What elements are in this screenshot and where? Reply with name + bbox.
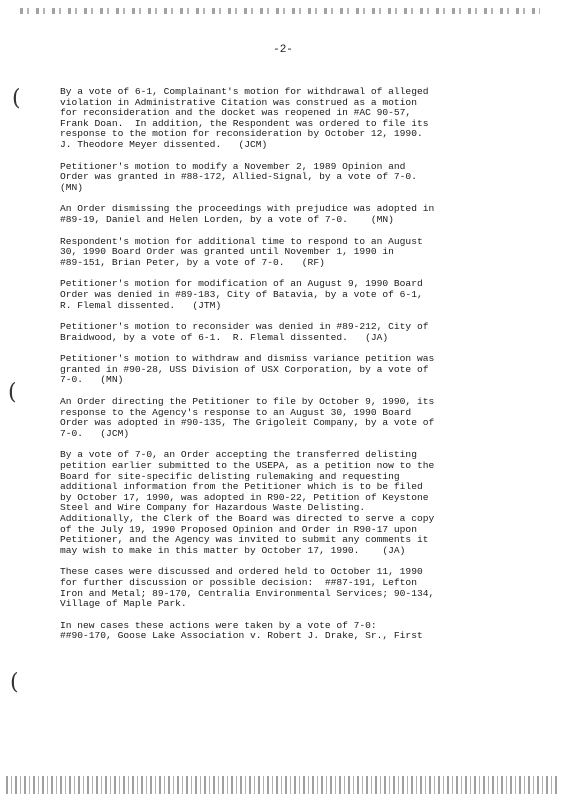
paragraph: By a vote of 6-1, Complainant's motion for withdrawal of alleged violation in Administrative Citation was construed as a motion for reconsideration and the docket was reopened in #AC 90-57, Frank Doan. In addition, the Respondent was ordered to file its response to the motion for reconsideration by October 12, 1990. J. Theodore Meyer dissented. (JCM) (60, 86, 429, 150)
paragraph: These cases were discussed and ordered held to October 11, 1990 for further discussion or possible decision: ##87-191, Lefton Iron and Metal; 89-170, Centralia Environmental Services; 90-134, Village of Maple Park. (60, 566, 435, 610)
paragraph: Petitioner's motion to modify a November 2, 1989 Opinion and Order was granted in #88-172, Allied-Signal, by a vote of 7-0. (MN) (60, 160, 417, 193)
paragraph: By a vote of 7-0, an Order accepting the transferred delisting petition earlier submitted to the USEPA, as a petition now to the Board for site-specific delisting rulemaking and requesting additional information from the Petitioner which is to be filed by October 17, 1990, was adopted in R90-22, Petition of Keystone Steel and Wire Company for Hazardous Waste Delisting. Additionally, the Clerk of the Board was directed to serve a copy of the July 19, 1990 Proposed Opinion and Order in R90-17 upon Petitioner, and the Agency was invited to submit any comments it may wish to make in this matter by October 17, 1990. (JA) (60, 449, 435, 556)
paragraph: Petitioner's motion for modification of an August 9, 1990 Board Order was denied in #89-183, City of Batavia, by a vote of 6-1, R. Flemal dissented. (JTM) (60, 278, 423, 311)
document-body (60, 87, 510, 653)
margin-bracket-mark: ( (12, 86, 21, 111)
page-number: -2- (273, 44, 293, 56)
margin-bracket-mark: ( (8, 380, 17, 405)
margin-bracket-mark: ( (10, 670, 19, 695)
scan-noise-bottom (6, 776, 560, 794)
paragraph: An Order directing the Petitioner to file by October 9, 1990, its response to the Agency's response to an August 30, 1990 Board Order was adopted in #90-135, The Grigoleit Company, by a vote of 7-0. (JCM) (60, 396, 435, 439)
paragraph: In new cases these actions were taken by a vote of 7-0: ##90-170, Goose Lake Association v. Robert J. Drake, Sr., First (60, 619, 423, 642)
paragraph: Petitioner's motion to withdraw and dismiss variance petition was granted in #90-28, USS Division of USX Corporation, by a vote of 7-0. (MN) (60, 353, 435, 386)
paragraph: Petitioner's motion to reconsider was denied in #89-212, City of Braidwood, by a vote of 6-1. R. Flemal dissented. (JA) (60, 321, 429, 343)
scan-noise-top (20, 8, 540, 14)
paragraph: Respondent's motion for additional time to respond to an August 30, 1990 Board Order was granted until November 1, 1990 in #89-151, Brian Peter, by a vote of 7-0. (RF) (60, 235, 423, 268)
paragraph: An Order dismissing the proceedings with prejudice was adopted in #89-19, Daniel and Helen Lorden, by a vote of 7-0. (MN) (60, 203, 435, 225)
